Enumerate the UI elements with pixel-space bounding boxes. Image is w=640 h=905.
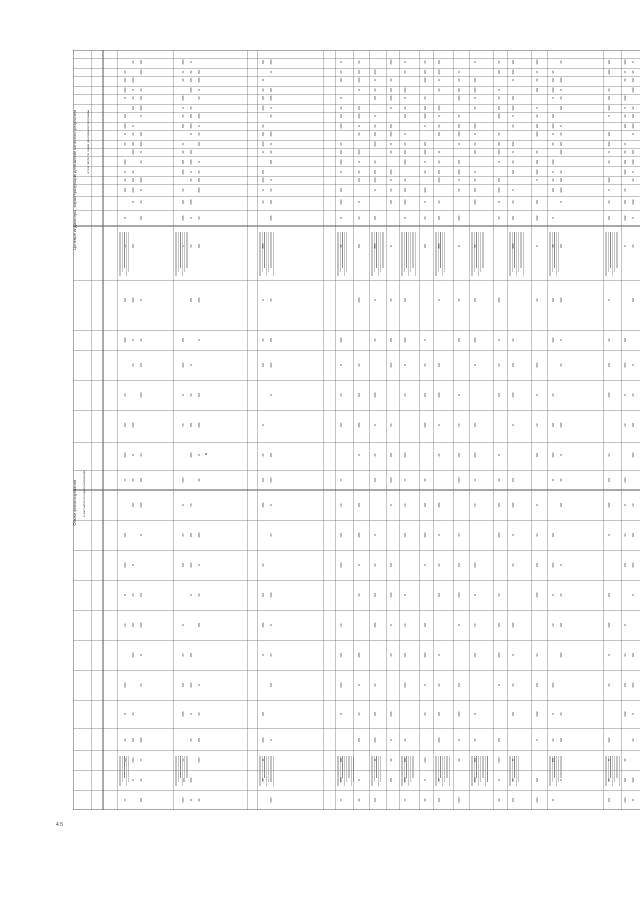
page-corner-number: 4 5 — [56, 822, 63, 828]
header-indicators: Целевые индикаторы, характеризующие достижение конечного результата — [72, 110, 77, 250]
table-grid — [73, 50, 640, 810]
header-financing-sub: в том числе по годам реализации — [82, 470, 86, 517]
header-financing: Объем финансирования — [72, 480, 77, 526]
rotated-table-sheet — [73, 50, 640, 810]
header-indicators-sub: в том числе по годам реализации программы — [86, 110, 90, 174]
